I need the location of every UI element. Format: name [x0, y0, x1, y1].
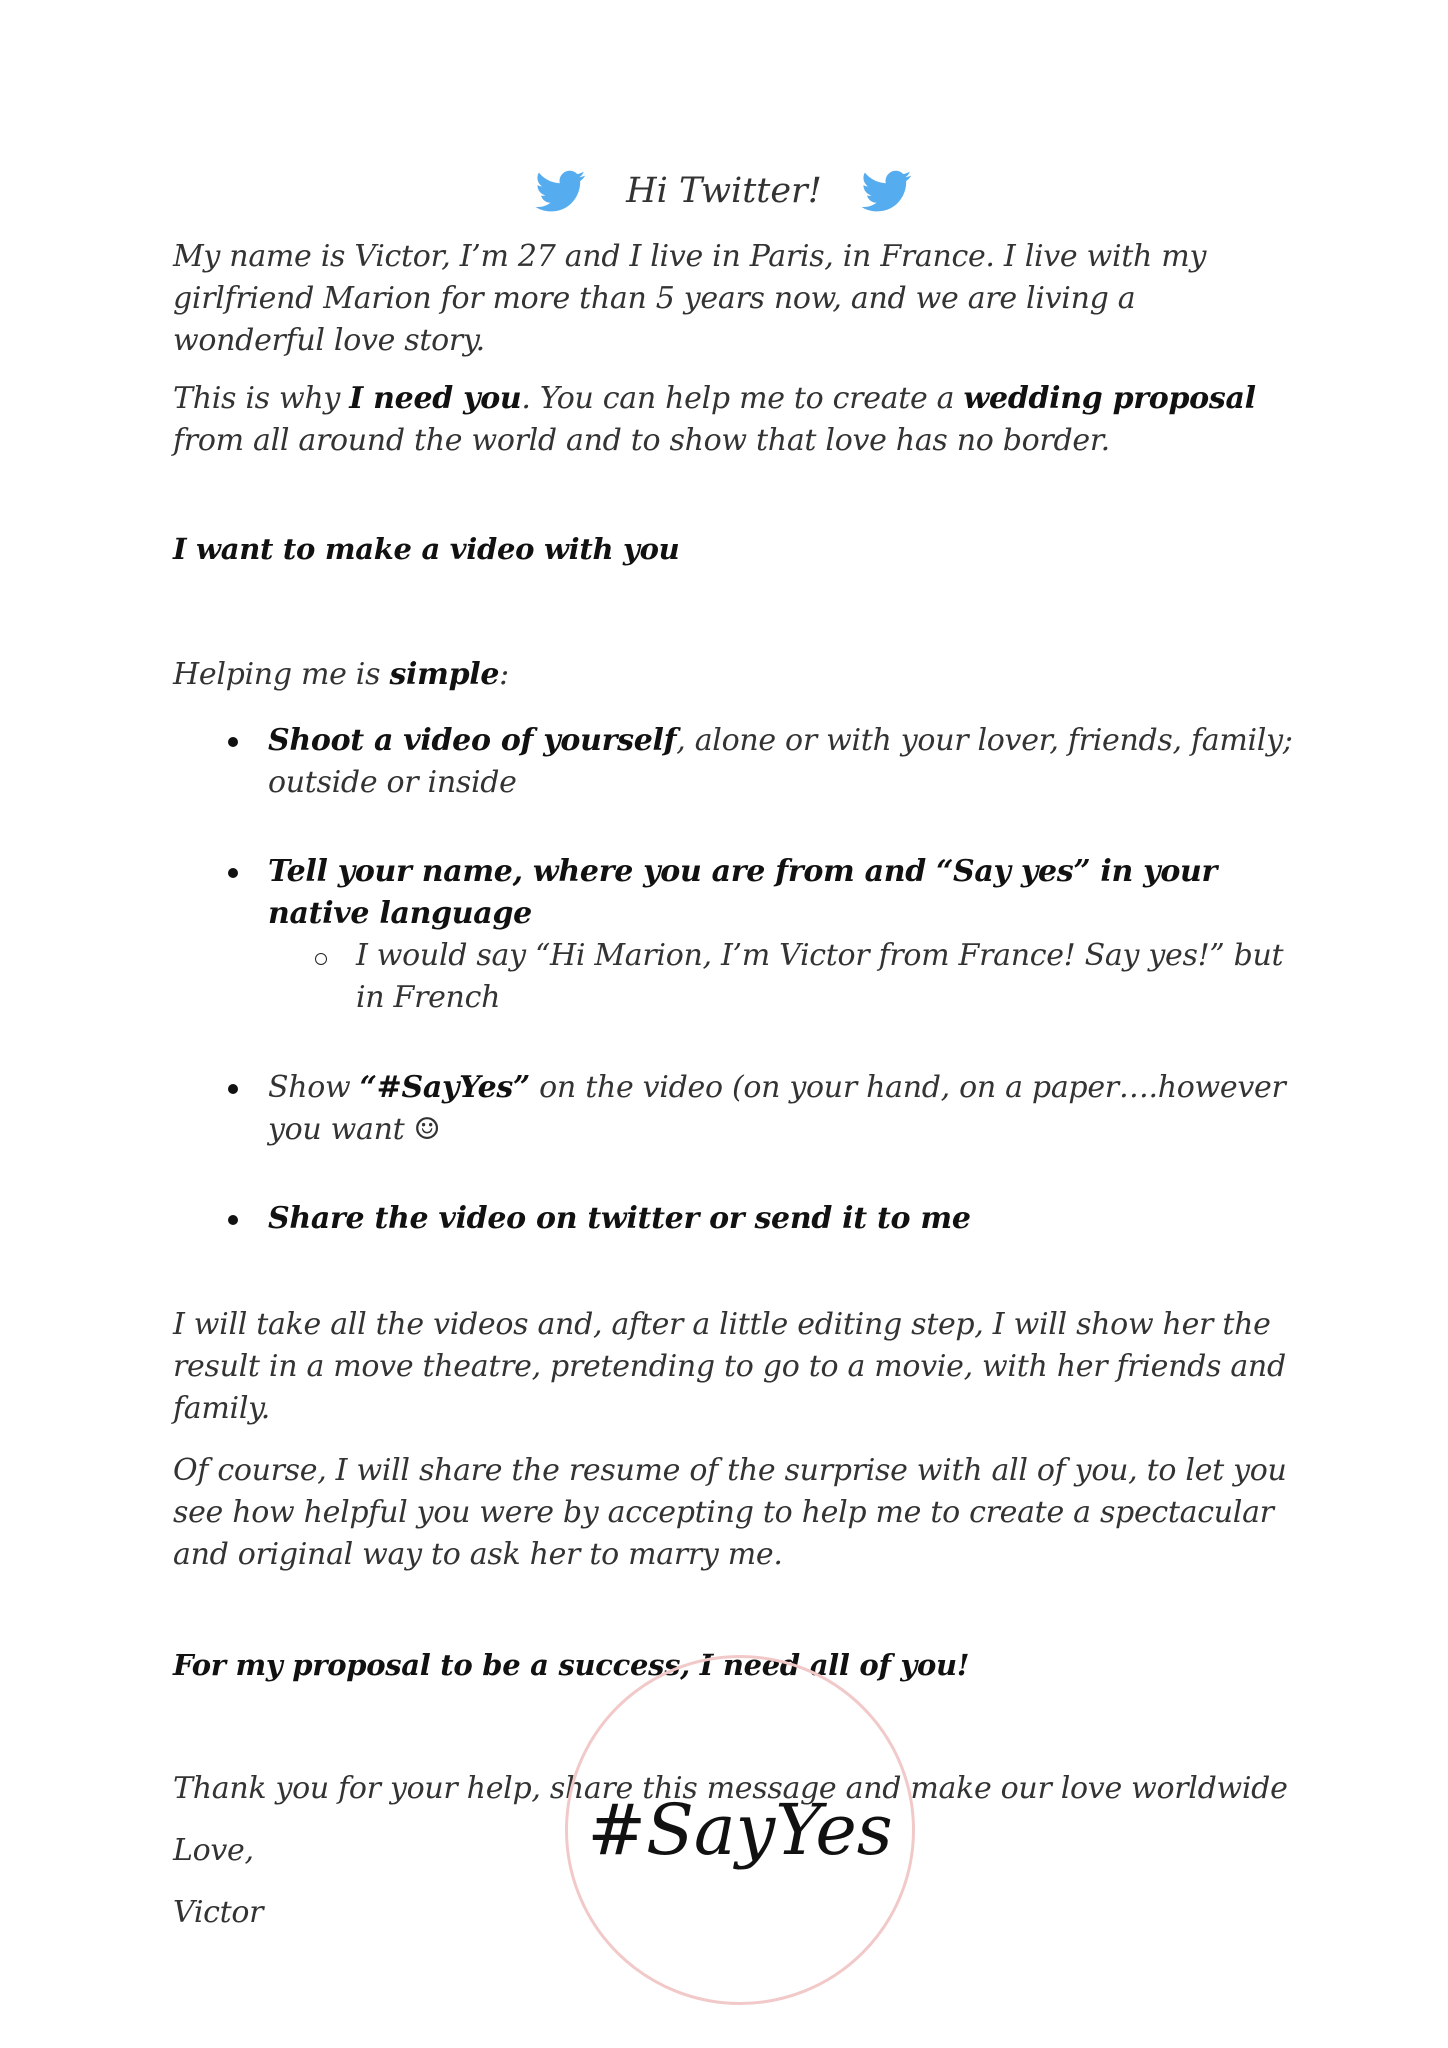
- signature: Victor: [173, 1895, 264, 1930]
- step-4-title: Share the video on twitter or send it to me: [268, 1201, 971, 1236]
- why-emphasis-2: wedding proposal: [963, 381, 1256, 416]
- success-heading: For my proposal to be a success, I need all of you!: [173, 1648, 970, 1682]
- list-item: [173, 851, 1293, 1019]
- twitter-bird-icon: [534, 166, 588, 216]
- page-title: Hi Twitter!: [626, 171, 822, 211]
- list-item: [173, 1198, 1293, 1240]
- list-item: [173, 720, 1293, 804]
- helping-line: [173, 654, 1293, 696]
- plan-paragraph: I will take all the videos and, after a little editing step, I will show her the result in a move theatre, pretending to go to a movie, with her friends and family.: [173, 1307, 1286, 1426]
- twitter-bird-icon: [860, 166, 914, 216]
- video-heading: I want to make a video with you: [173, 532, 680, 566]
- step-2-subitem: I would say “Hi Marion, I’m Victor from France! Say yes!” but in French: [173, 935, 1293, 1019]
- step-3-text-1: Show: [268, 1070, 360, 1105]
- why-emphasis-1: I need you: [349, 381, 522, 416]
- why-text-1: This is why: [173, 381, 350, 416]
- step-3-text-2: on the video (on your hand, on a paper….however you want ☺: [268, 1070, 1286, 1147]
- helping-text-2: :: [499, 657, 509, 692]
- stamp-text: #SayYes: [587, 1789, 893, 1871]
- thanks-line: Thank you for your help, share this message and make our love worldwide: [173, 1771, 1288, 1806]
- why-text-2: . You can help me to create a: [521, 381, 964, 416]
- steps-list: [173, 720, 1293, 1240]
- sayyes-stamp: [565, 1655, 915, 2005]
- intro-paragraph: My name is Victor, I’m 27 and I live in Paris, in France. I live with my girlfriend Marion for more than 5 years now, and we are living a wonderful love story.: [173, 239, 1207, 358]
- closing-line: Love,: [173, 1833, 254, 1868]
- list-item: [173, 1067, 1293, 1151]
- why-text-3: from all around the world and to show that love has no border.: [173, 423, 1110, 458]
- step-1-title: Shoot a video of yourself: [268, 723, 677, 758]
- share-paragraph: Of course, I will share the resume of the surprise with all of you, to let you see how helpful you were by accepting to help me to create a spectacular and original way to ask her to marry me.: [173, 1453, 1287, 1572]
- helping-text-1: Helping me is: [173, 657, 390, 692]
- why-paragraph: [173, 378, 1293, 462]
- step-1-text: , alone or with your lover, friends, family; outside or inside: [268, 723, 1293, 800]
- step-3-hashtag: “#SayYes”: [359, 1070, 530, 1105]
- header: [0, 166, 1448, 216]
- helping-emphasis: simple: [389, 657, 500, 692]
- step-2-title: Tell your name, where you are from and “Say yes” in your native language: [268, 854, 1218, 931]
